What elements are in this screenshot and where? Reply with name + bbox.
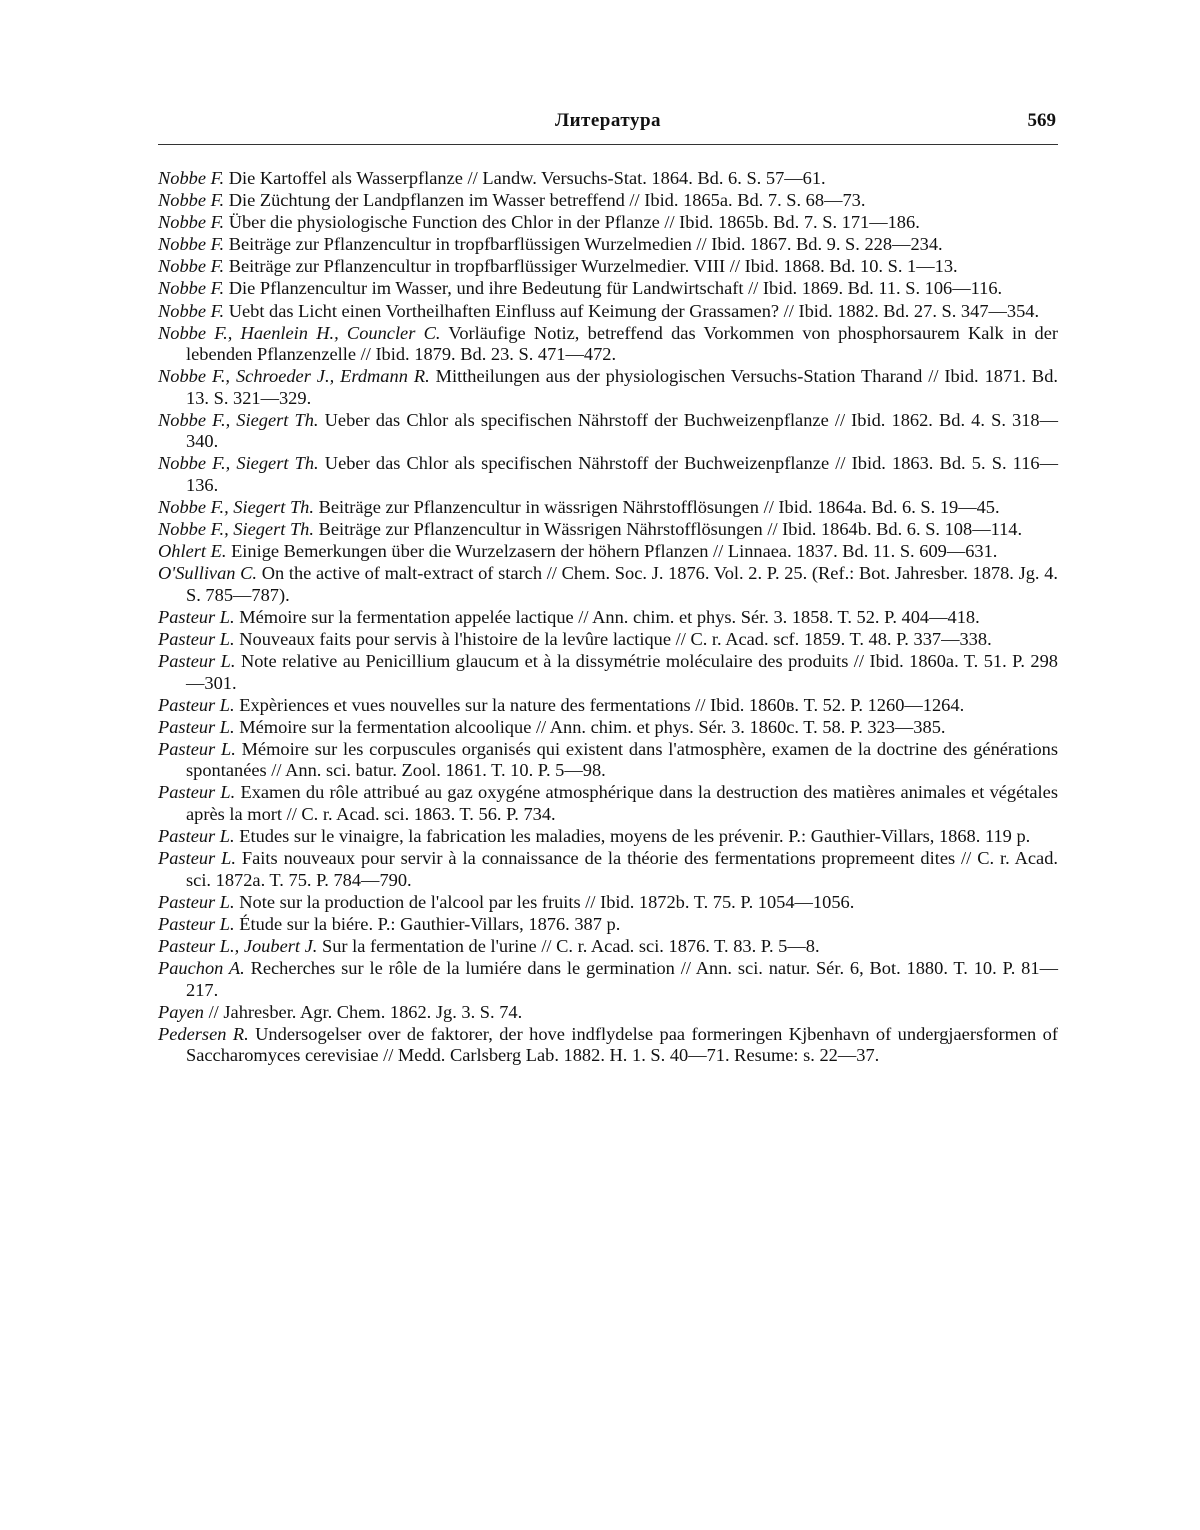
- reference-entry: [158, 717, 1058, 739]
- reference-entry: [158, 563, 1058, 606]
- reference-text: Beiträge zur Pflanzencultur in Wässrigen Nährstofflösungen // Ibid. 1864b. Bd. 6. S. 108—114.: [319, 519, 1023, 539]
- reference-text: Die Kartoffel als Wasserpflanze // Landw. Versuchs-Stat. 1864. Bd. 6. S. 57—61.: [229, 168, 826, 188]
- reference-text: Über die physiologische Function des Chlor in der Pflanze // Ibid. 1865b. Bd. 7. S. 171—186.: [229, 212, 920, 232]
- reference-entry: [158, 848, 1058, 891]
- reference-entry: [158, 1002, 1058, 1024]
- reference-entry: [158, 256, 1058, 278]
- reference-author: Nobbe F., Siegert Th.: [158, 497, 314, 517]
- reference-author: Pauchon A.: [158, 958, 245, 978]
- reference-author: Nobbe F., Siegert Th.: [158, 410, 319, 430]
- reference-text: On the active of malt-extract of starch // Chem. Soc. J. 1876. Vol. 2. P. 25. (Ref.: Bot. Jahresber. 1878. Jg. 4. S. 785—787).: [186, 563, 1058, 605]
- reference-text: Recherches sur le rôle de la lumiére dans le germination // Ann. sci. natur. Sér. 6, Bot. 1880. T. 10. P. 81—217.: [186, 958, 1058, 1000]
- reference-list: [158, 168, 1058, 1067]
- reference-entry: [158, 1024, 1058, 1067]
- reference-entry: [158, 739, 1058, 782]
- reference-author: Pasteur L.: [158, 607, 235, 627]
- reference-entry: [158, 914, 1058, 936]
- page-number: 569: [1028, 110, 1057, 132]
- reference-author: Pasteur L.: [158, 892, 235, 912]
- header-title: Литература: [158, 110, 1058, 132]
- reference-author: Pasteur L.: [158, 782, 235, 802]
- reference-text: Undersogelser over de faktorer, der hove indflydelse paa formeringen Kjbenhavn of undergjaersformen of Saccharomyces cerevisiae // Medd. Carlsberg Lab. 1882. H. 1. S. 40—71. Resume: s. 22—37.: [186, 1024, 1058, 1066]
- reference-text: Expèriences et vues nouvelles sur la nature des fermentations // Ibid. 1860в. T. 52. P. 1260—1264.: [239, 695, 964, 715]
- reference-text: Ueber das Chlor als specifischen Nährstoff der Buchweizenpflanze // Ibid. 1862. Bd. 4. S. 318—340.: [186, 410, 1058, 452]
- reference-text: Mémoire sur les corpuscules organisés qui existent dans l'atmosphère, examen de la doctrine des générations spontanées // Ann. sci. batur. Zool. 1861. T. 10. P. 5—98.: [186, 739, 1058, 781]
- reference-text: Examen du rôle attribué au gaz oxygéne atmosphérique dans la destruction des matières animales et végétales après la mort // C. r. Acad. sci. 1863. T. 56. P. 734.: [186, 782, 1058, 824]
- reference-author: Payen: [158, 1002, 204, 1022]
- reference-author: Pasteur L.: [158, 629, 235, 649]
- reference-author: Nobbe F.: [158, 256, 224, 276]
- reference-author: Pasteur L., Joubert J.: [158, 936, 317, 956]
- reference-entry: [158, 826, 1058, 848]
- reference-author: Pasteur L.: [158, 695, 235, 715]
- reference-entry: [158, 519, 1058, 541]
- reference-author: Nobbe F.: [158, 301, 224, 321]
- reference-author: Nobbe F., Siegert Th.: [158, 519, 314, 539]
- reference-author: Nobbe F.: [158, 168, 224, 188]
- reference-author: Nobbe F.: [158, 234, 224, 254]
- reference-entry: [158, 541, 1058, 563]
- reference-text: Faits nouveaux pour servir à la connaissance de la théorie des fermentations propremeent dites // C. r. Acad. sci. 1872a. T. 75. P. 784—790.: [186, 848, 1058, 890]
- reference-text: Mittheilungen aus der physiologischen Versuchs-Station Tharand // Ibid. 1871. Bd. 13. S. 321—329.: [186, 366, 1058, 408]
- reference-author: Pasteur L.: [158, 826, 235, 846]
- reference-entry: [158, 607, 1058, 629]
- reference-text: Sur la fermentation de l'urine // C. r. Acad. sci. 1876. T. 83. P. 5—8.: [322, 936, 820, 956]
- reference-entry: [158, 936, 1058, 958]
- reference-entry: [158, 323, 1058, 366]
- reference-entry: [158, 234, 1058, 256]
- reference-entry: [158, 168, 1058, 190]
- reference-text: Uebt das Licht einen Vortheilhaften Einfluss auf Keimung der Grassamen? // Ibid. 1882. Bd. 27. S. 347—354.: [229, 301, 1039, 321]
- running-header: [158, 104, 1058, 145]
- reference-author: Pasteur L.: [158, 914, 235, 934]
- reference-entry: [158, 497, 1058, 519]
- reference-entry: [158, 212, 1058, 234]
- reference-text: Beiträge zur Pflanzencultur in tropfbarflüssiger Wurzelmedier. VIII // Ibid. 1868. Bd. 10. S. 1—13.: [229, 256, 958, 276]
- book-page: [0, 0, 1200, 1530]
- reference-author: O'Sullivan C.: [158, 563, 257, 583]
- reference-text: Die Züchtung der Landpflanzen im Wasser betreffend // Ibid. 1865a. Bd. 7. S. 68—73.: [229, 190, 866, 210]
- reference-text: Mémoire sur la fermentation appelée lactique // Ann. chim. et phys. Sér. 3. 1858. T. 52. P. 404—418.: [239, 607, 979, 627]
- reference-author: Nobbe F., Siegert Th.: [158, 453, 319, 473]
- reference-author: Nobbe F.: [158, 212, 224, 232]
- reference-author: Nobbe F.: [158, 278, 224, 298]
- reference-entry: [158, 190, 1058, 212]
- reference-entry: [158, 782, 1058, 825]
- reference-entry: [158, 453, 1058, 496]
- reference-author: Pasteur L.: [158, 739, 236, 759]
- reference-entry: [158, 366, 1058, 409]
- reference-author: Ohlert E.: [158, 541, 226, 561]
- reference-text: Ueber das Chlor als specifischen Nährstoff der Buchweizenpflanze // Ibid. 1863. Bd. 5. S. 116—136.: [186, 453, 1058, 495]
- reference-text: Étude sur la biére. P.: Gauthier-Villars, 1876. 387 p.: [239, 914, 620, 934]
- reference-author: Nobbe F., Haenlein H., Councler C.: [158, 323, 440, 343]
- reference-entry: [158, 651, 1058, 694]
- reference-author: Pasteur L.: [158, 848, 236, 868]
- reference-author: Nobbe F.: [158, 190, 224, 210]
- reference-entry: [158, 410, 1058, 453]
- reference-text: Etudes sur le vinaigre, la fabrication les maladies, moyens de les prévenir. P.: Gauthier-Villars, 1868. 119 p.: [239, 826, 1030, 846]
- reference-text: Beiträge zur Pflanzencultur in wässrigen Nährstofflösungen // Ibid. 1864a. Bd. 6. S. 19—45.: [319, 497, 1000, 517]
- reference-author: Pedersen R.: [158, 1024, 249, 1044]
- reference-text: Einige Bemerkungen über die Wurzelzasern der höhern Pflanzen // Linnaea. 1837. Bd. 11. S. 609—631.: [231, 541, 997, 561]
- reference-text: Note relative au Penicillium glaucum et à la dissymétrie moléculaire des produits // Ibid. 1860a. T. 51. P. 298—301.: [186, 651, 1058, 693]
- reference-text: Vorläufige Notiz, betreffend das Vorkommen von phosphorsaurem Kalk in der lebenden Pflanzenzelle // Ibid. 1879. Bd. 23. S. 471—472.: [186, 323, 1058, 365]
- reference-text: // Jahresber. Agr. Chem. 1862. Jg. 3. S. 74.: [209, 1002, 523, 1022]
- reference-text: Beiträge zur Pflanzencultur in tropfbarflüssigen Wurzelmedien // Ibid. 1867. Bd. 9. S. 228—234.: [229, 234, 943, 254]
- reference-author: Pasteur L.: [158, 651, 236, 671]
- reference-text: Note sur la production de l'alcool par les fruits // Ibid. 1872b. T. 75. P. 1054—1056.: [239, 892, 854, 912]
- reference-text: Nouveaux faits pour servis à l'histoire de la levûre lactique // C. r. Acad. scf. 1859. T. 48. P. 337—338.: [239, 629, 991, 649]
- reference-entry: [158, 278, 1058, 300]
- reference-author: Pasteur L.: [158, 717, 235, 737]
- reference-entry: [158, 301, 1058, 323]
- reference-author: Nobbe F., Schroeder J., Erdmann R.: [158, 366, 430, 386]
- reference-text: Die Pflanzencultur im Wasser, und ihre Bedeutung für Landwirtschaft // Ibid. 1869. Bd. 11. S. 106—116.: [229, 278, 1002, 298]
- reference-entry: [158, 695, 1058, 717]
- reference-entry: [158, 629, 1058, 651]
- reference-entry: [158, 958, 1058, 1001]
- reference-text: Mémoire sur la fermentation alcoolique // Ann. chim. et phys. Sér. 3. 1860c. T. 58. P. 323—385.: [239, 717, 945, 737]
- reference-entry: [158, 892, 1058, 914]
